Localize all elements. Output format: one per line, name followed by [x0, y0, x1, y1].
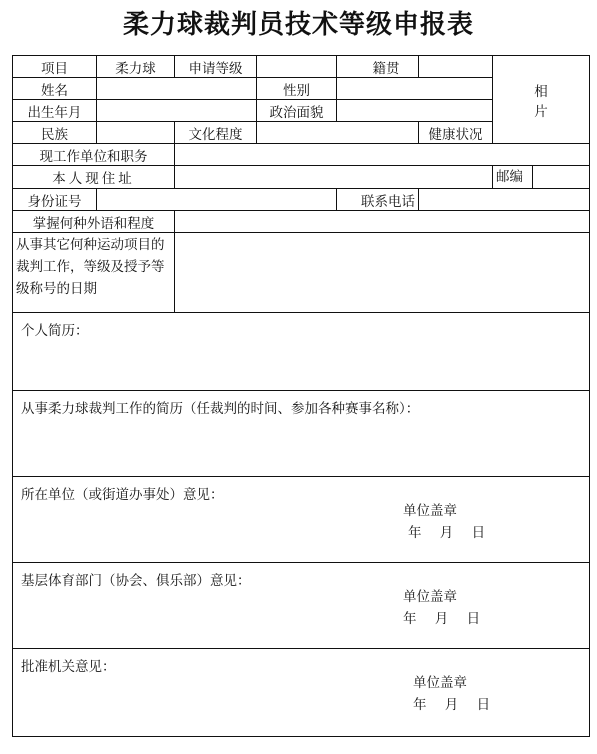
form-title: 柔力球裁判员技术等级申报表 [122, 10, 474, 40]
label-political: 政治面貌 [257, 100, 337, 122]
label-gender: 性别 [257, 78, 337, 100]
field-native-place[interactable] [419, 56, 493, 78]
label-other-sports: 从事其它何种运动项目的裁判工作，等级及授予等级称号的日期 [13, 233, 175, 313]
field-resume[interactable] [13, 313, 590, 391]
row-address [13, 166, 590, 189]
label-resume: 个人简历： [21, 323, 89, 339]
postcode-cell [493, 166, 590, 189]
label-approval-opinion: 批准机关意见： [21, 659, 116, 675]
label-ethnicity: 民族 [13, 122, 97, 144]
label-birth: 出生年月 [13, 100, 97, 122]
row-sports-dept-opinion [13, 563, 590, 649]
unit-date: 年 月 日 [408, 525, 486, 541]
approval-date: 年 月 日 [413, 697, 491, 713]
field-political[interactable] [337, 100, 493, 122]
field-unit-opinion[interactable] [13, 477, 590, 563]
field-apply-level[interactable] [257, 56, 337, 78]
label-address: 本人现住址 [13, 166, 175, 189]
row-work-unit [13, 144, 590, 166]
label-apply-level: 申请等级 [175, 56, 257, 78]
photo-label-2: 片 [534, 103, 548, 120]
field-sports-dept-opinion[interactable] [13, 563, 590, 649]
label-health: 健康状况 [419, 122, 493, 144]
field-name[interactable] [97, 78, 257, 100]
label-id-number: 身份证号 [13, 189, 97, 211]
label-referee-resume: 从事柔力球裁判工作的简历（任裁判的时间、参加各种赛事名称）： [21, 401, 420, 417]
field-address[interactable] [175, 166, 493, 189]
field-phone[interactable] [419, 189, 590, 211]
row-language [13, 211, 590, 233]
field-language[interactable] [175, 211, 590, 233]
field-work-unit[interactable] [175, 144, 590, 166]
label-postcode: 邮编 [496, 166, 533, 188]
row-approval-opinion [13, 649, 590, 737]
row-resume [13, 313, 590, 391]
label-project: 项目 [13, 56, 97, 78]
row-other-sports [13, 233, 590, 313]
label-language: 掌握何种外语和程度 [13, 211, 175, 233]
field-birth[interactable] [97, 100, 257, 122]
value-project: 柔力球 [97, 56, 175, 78]
label-work-unit: 现工作单位和职务 [13, 144, 175, 166]
label-sports-dept-opinion: 基层体育部门（协会、俱乐部）意见： [21, 573, 251, 589]
label-native-place: 籍贯 [337, 56, 419, 78]
field-referee-resume[interactable] [13, 391, 590, 477]
sports-dept-seal: 单位盖章 [403, 589, 457, 605]
field-other-sports[interactable] [175, 233, 590, 313]
sports-dept-date: 年 月 日 [403, 611, 481, 627]
field-approval-opinion[interactable] [13, 649, 590, 737]
field-id-number[interactable] [97, 189, 337, 211]
row-project [13, 56, 590, 78]
label-phone: 联系电话 [337, 189, 419, 211]
unit-seal: 单位盖章 [403, 503, 457, 519]
field-education[interactable] [257, 122, 419, 144]
photo-label-1: 相 [534, 83, 548, 100]
field-gender[interactable] [337, 78, 493, 100]
application-form-table [12, 55, 590, 737]
field-ethnicity[interactable] [97, 122, 175, 144]
row-id [13, 189, 590, 211]
row-referee-resume [13, 391, 590, 477]
label-education: 文化程度 [175, 122, 257, 144]
label-unit-opinion: 所在单位（或街道办事处）意见： [21, 487, 224, 503]
row-unit-opinion [13, 477, 590, 563]
photo-box [493, 56, 590, 144]
approval-seal: 单位盖章 [413, 675, 467, 691]
label-name: 姓名 [13, 78, 97, 100]
